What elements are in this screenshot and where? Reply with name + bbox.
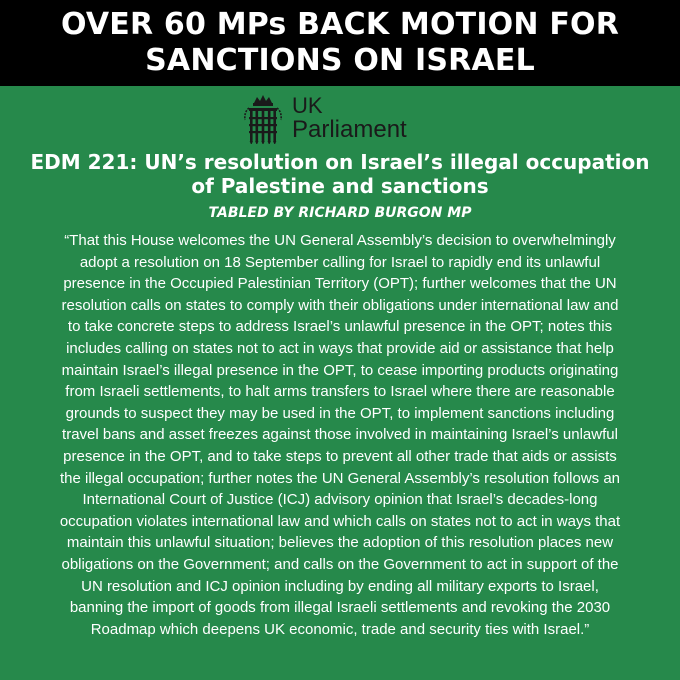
edm-title-line-2: of Palestine and sanctions [191, 174, 489, 198]
motion-text-line: adopt a resolution on 18 September calling for Israel to rapidly end its unlawful [79, 253, 601, 271]
edm-title [0, 150, 680, 198]
motion-text-line: presence in the OPT, and to take steps to prevent all other trade that aids or assists [63, 447, 617, 465]
motion-text-line: obligations on the Government; and calls on the Government to act in support of the [61, 555, 619, 573]
motion-text-line: maintain Israel’s illegal presence in the OPT, to cease importing products originating [61, 361, 619, 379]
motion-text-line: travel bans and asset freezes against those involved in maintaining Israel’s unlawful [62, 426, 618, 444]
motion-text-line: from Israeli settlements, to halt arms transfers to Israel where there are reasonable [65, 383, 615, 401]
logo-text-uk: UK [292, 93, 323, 118]
motion-text-line: “That this House welcomes the UN General Assembly’s decision to overwhelmingly [64, 232, 616, 249]
motion-text-line: includes calling on states not to act in ways that provide aid or assistance that help [66, 339, 614, 357]
motion-text-line: to take concrete steps to address Israel’s unlawful presence in the OPT; notes this [67, 318, 613, 336]
motion-text-line: occupation violates international law and which calls on states not to act in ways that [59, 512, 621, 530]
motion-text-line: Roadmap which deepens UK economic, trade and security ties with Israel.” [90, 620, 590, 638]
headline-line-2: SANCTIONS ON ISRAEL [145, 43, 535, 78]
motion-text-line: maintain this unlawful situation; believes the adoption of this resolution places new [66, 534, 614, 552]
headline-line-1: OVER 60 MPs BACK MOTION FOR [60, 7, 620, 42]
motion-text-line: UN resolution and ICJ opinion including by ending all military exports to Israel, [81, 577, 599, 595]
portcullis-icon [240, 94, 286, 144]
headline-banner [0, 0, 680, 86]
uk-parliament-logo [240, 94, 407, 144]
motion-text-line: presence in the Occupied Palestinian Territory (OPT); further welcomes that the UN [63, 275, 617, 293]
edm-title-line-1: EDM 221: UN’s resolution on Israel’s illegal occupation [30, 150, 650, 174]
logo-wordmark [292, 95, 407, 143]
motion-text-line: International Court of Justice (ICJ) advisory opinion that Israel’s decades-long [82, 491, 598, 509]
tabled-by: TABLED BY RICHARD BURGON MP [208, 205, 472, 221]
motion-text-line: resolution calls on states to comply with their obligations under international law and [61, 296, 619, 314]
motion-text-line: the illegal occupation; further notes the UN General Assembly’s resolution follows an [59, 469, 621, 487]
motion-text-line: grounds to suspect they may be used in the OPT, to implement sanctions including [65, 404, 615, 422]
logo-text-parliament: Parliament [292, 116, 407, 143]
motion-text-line: banning the import of goods from illegal Israeli settlements and revoking the 2030 [69, 599, 611, 617]
motion-text [0, 230, 680, 640]
